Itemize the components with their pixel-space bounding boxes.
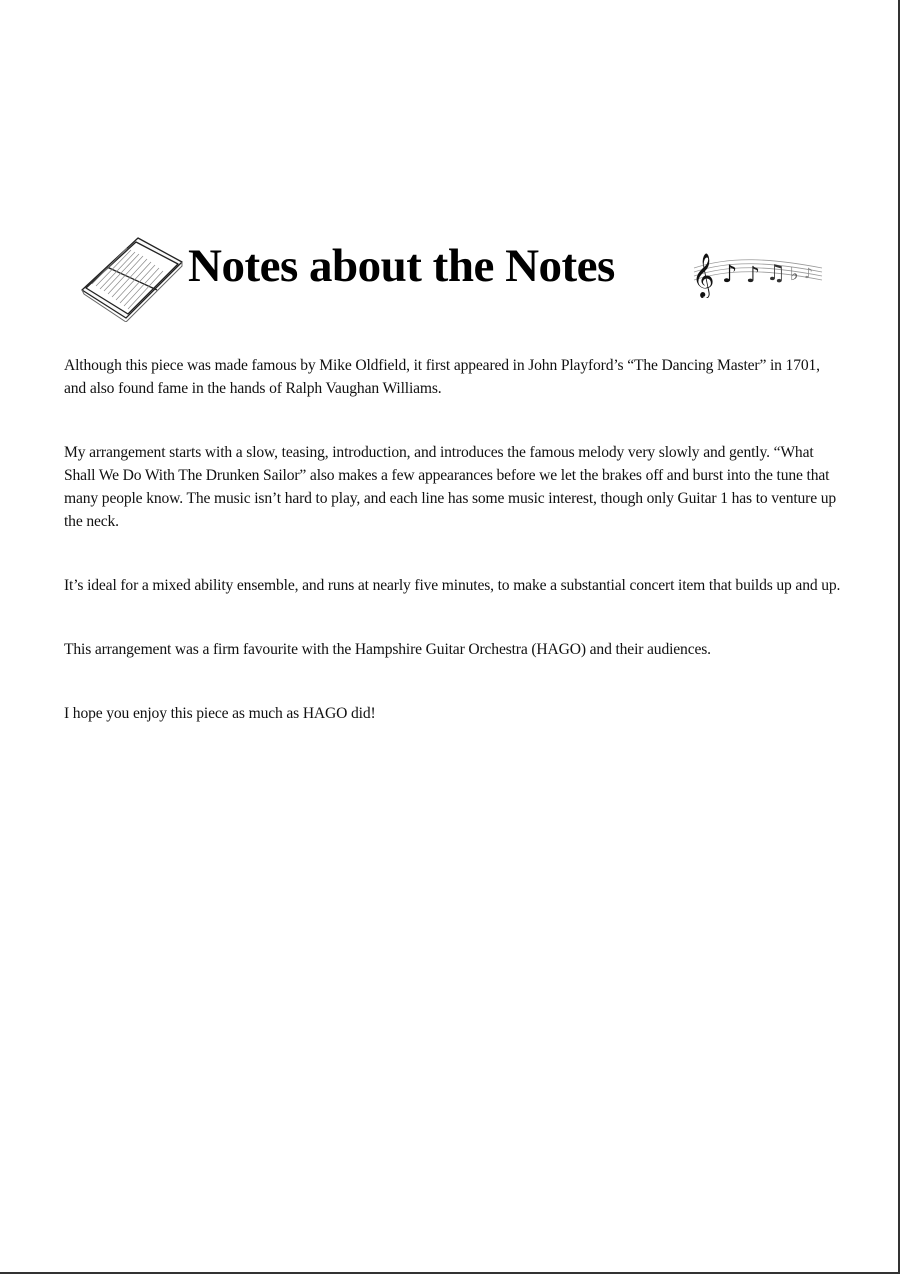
- paragraph-history: Although this piece was made famous by Mike Oldfield, it first appeared in John Playford’s “The Dancing Master” in 1701, and also found fame in the hands of Ralph Vaughan Williams.: [64, 357, 820, 397]
- paragraph-arrangement: My arrangement starts with a slow, teasing, introduction, and introduces the famous melody very slowly and gently. “What Shall We Do With The Drunken Sailor” also makes a few appearances before we let the brakes off and burst into the tune that many people know. The music isn’t hard to play, and each line has some music interest, though only Guitar 1 has to venture up the neck.: [64, 444, 837, 530]
- paragraph-ensemble: It’s ideal for a mixed ability ensemble, and runs at nearly five minutes, to make a substantial concert item that builds up and up.: [64, 577, 841, 594]
- paragraph-closing: I hope you enjoy this piece as much as HAGO did!: [64, 705, 376, 722]
- svg-text:𝄞: 𝄞: [692, 253, 715, 297]
- title-banner: [78, 232, 838, 324]
- svg-text:♭: ♭: [790, 264, 799, 285]
- svg-text:♪: ♪: [746, 263, 761, 288]
- svg-text:♪: ♪: [804, 266, 813, 282]
- open-book-icon: [78, 234, 190, 322]
- notes-body: [64, 354, 844, 766]
- svg-text:♪: ♪: [722, 260, 738, 288]
- svg-text:♫: ♫: [766, 261, 786, 286]
- paragraph-favourite: This arrangement was a firm favourite with the Hampshire Guitar Orchestra (HAGO) and their audiences.: [64, 641, 711, 658]
- music-notes-icon: [690, 242, 826, 298]
- page-title: Notes about the Notes: [188, 240, 615, 292]
